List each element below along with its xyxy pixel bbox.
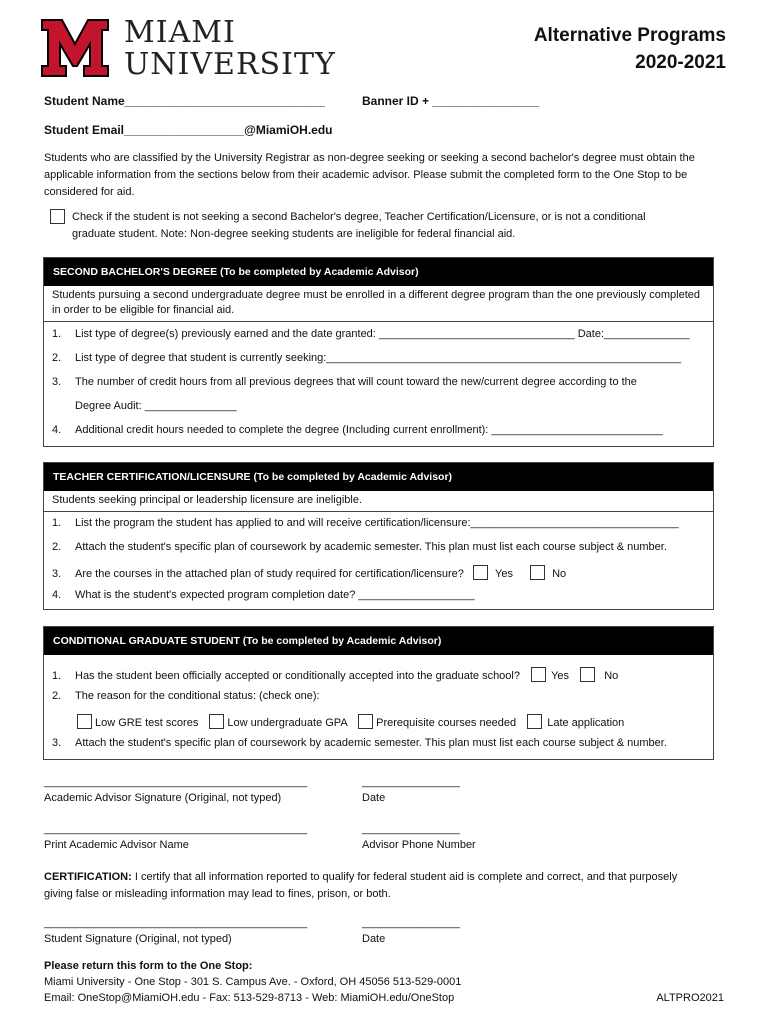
cert-no-label: No	[552, 568, 567, 580]
miami-logo-icon	[40, 18, 110, 78]
student-date-line[interactable]: ________________	[362, 917, 460, 929]
low-gre-checkbox[interactable]	[77, 714, 92, 729]
teacher-certification-section	[43, 462, 714, 610]
advisor-phone-line[interactable]: ________________	[362, 823, 460, 835]
section3-item-2: 2. The reason for the conditional status: (check one):	[52, 690, 320, 702]
footer-contact: Email: OneStop@MiamiOH.edu - Fax: 513-529-8713 - Web: MiamiOH.edu/OneStop	[44, 992, 455, 1004]
title-line1: Alternative Programs	[533, 25, 726, 46]
cert-no-checkbox[interactable]	[530, 565, 545, 580]
student-name-field[interactable]: Student Name______________________________	[44, 94, 325, 108]
intro-paragraph: Students who are classified by the University Registrar as non-degree seeking or seeking a second bachelor's degree must obtain the applicable information from the sections below from their academic advisor. Please submit the completed form to the One Stop to be considered for aid.	[44, 152, 695, 198]
prerequisite-checkbox[interactable]	[358, 714, 373, 729]
wordmark-line2: UNIVERSITY	[124, 47, 336, 82]
late-application-checkbox[interactable]	[527, 714, 542, 729]
conditional-reasons	[77, 714, 624, 729]
certification-text: I certify that all information reported to qualify for federal student aid is complete and correct, and that purposely giving false or misleading information may lead to fines, prison, or both.	[44, 871, 678, 900]
certification-statement	[44, 869, 684, 903]
accepted-no-label: No	[604, 670, 619, 682]
accepted-no-checkbox[interactable]	[580, 667, 595, 682]
low-gpa-checkbox[interactable]	[209, 714, 224, 729]
section2-item-3: 3. Are the courses in the attached plan of study required for certification/licensure? Yes No	[52, 565, 566, 580]
banner-id-field[interactable]: Banner ID + ________________	[362, 94, 540, 108]
second-bachelor-section	[43, 257, 714, 447]
advisor-date-label: Date	[362, 792, 386, 804]
student-email-field[interactable]: Student Email__________________@MiamiOH.edu	[44, 123, 333, 137]
low-gpa-label: Low undergraduate GPA	[227, 717, 348, 729]
student-signature-line[interactable]: ___________________________________________	[44, 917, 308, 929]
section1-item-2[interactable]: 2. List type of degree that student is currently seeking:__________________________________________________________	[52, 352, 682, 364]
footer-address: Miami University - One Stop - 301 S. Campus Ave. - Oxford, OH 45056 513-529-0001	[44, 976, 462, 988]
section1-note: Students pursuing a second undergraduate degree must be enrolled in a different degree program than the one previously completed in order to be eligible for financial aid.	[44, 286, 713, 322]
prerequisite-label: Prerequisite courses needed	[376, 717, 517, 729]
cert-yes-label: Yes	[495, 568, 513, 580]
section1-item-3-cont[interactable]: Degree Audit: _______________	[75, 400, 237, 412]
advisor-date-line[interactable]: ________________	[362, 776, 460, 788]
student-date-label: Date	[362, 933, 386, 945]
title-line2: 2020-2021	[635, 52, 726, 73]
accepted-yes-label: Yes	[551, 670, 570, 682]
section3-heading: CONDITIONAL GRADUATE STUDENT (To be completed by Academic Advisor)	[44, 627, 713, 655]
accepted-yes-checkbox[interactable]	[531, 667, 546, 682]
conditional-graduate-section	[43, 626, 714, 760]
student-signature-label: Student Signature (Original, not typed)	[44, 933, 232, 945]
advisor-name-label: Print Academic Advisor Name	[44, 839, 189, 851]
section2-item-2: 2. Attach the student's specific plan of coursework by academic semester. This plan must list each course subject & number.	[52, 541, 667, 553]
university-wordmark	[124, 15, 336, 82]
section1-item-4[interactable]: 4. Additional credit hours needed to complete the degree (Including current enrollment): ____________________________	[52, 424, 663, 436]
checkbox-note-line1: Check if the student is not seeking a second Bachelor's degree, Teacher Certification/Licensure, or is not a conditional	[72, 211, 646, 223]
not-applicable-checkbox[interactable]	[50, 209, 65, 224]
advisor-signature-label: Academic Advisor Signature (Original, not typed)	[44, 792, 282, 804]
advisor-name-line[interactable]: ___________________________________________	[44, 823, 308, 835]
footer-heading: Please return this form to the One Stop:	[44, 960, 253, 972]
section1-heading: SECOND BACHELOR'S DEGREE (To be completed by Academic Advisor)	[44, 258, 713, 286]
section3-item-3: 3. Attach the student's specific plan of coursework by academic semester. This plan must list each course subject & number.	[52, 737, 667, 749]
section1-item-3: 3. The number of credit hours from all previous degrees that will count toward the new/current degree according to the	[52, 376, 637, 388]
checkbox-note-line2: graduate student. Note: Non-degree seeking students are ineligible for federal financial aid.	[72, 228, 516, 240]
late-application-label: Late application	[547, 717, 625, 729]
form-code: ALTPRO2021	[656, 992, 724, 1004]
low-gre-label: Low GRE test scores	[95, 717, 199, 729]
section3-item-1: 1. Has the student been officially accepted or conditionally accepted into the graduate school? Yes No	[52, 667, 618, 682]
section2-item-1[interactable]: 1. List the program the student has applied to and will receive certification/licensure:__________________________________	[52, 517, 679, 529]
section2-note: Students seeking principal or leadership licensure are ineligible.	[44, 491, 713, 512]
section1-item-1[interactable]: 1. List type of degree(s) previously earned and the date granted: ________________________________ Date:______________	[52, 328, 690, 340]
section2-heading: TEACHER CERTIFICATION/LICENSURE (To be completed by Academic Advisor)	[44, 463, 713, 491]
form-title	[534, 22, 726, 76]
advisor-signature-line[interactable]: ___________________________________________	[44, 776, 308, 788]
certification-label: CERTIFICATION:	[44, 871, 132, 883]
wordmark-line1: MIAMI	[124, 15, 236, 50]
cert-yes-checkbox[interactable]	[473, 565, 488, 580]
section2-item-4[interactable]: 4. What is the student's expected program completion date? ___________________	[52, 589, 475, 601]
advisor-phone-label: Advisor Phone Number	[362, 839, 476, 851]
